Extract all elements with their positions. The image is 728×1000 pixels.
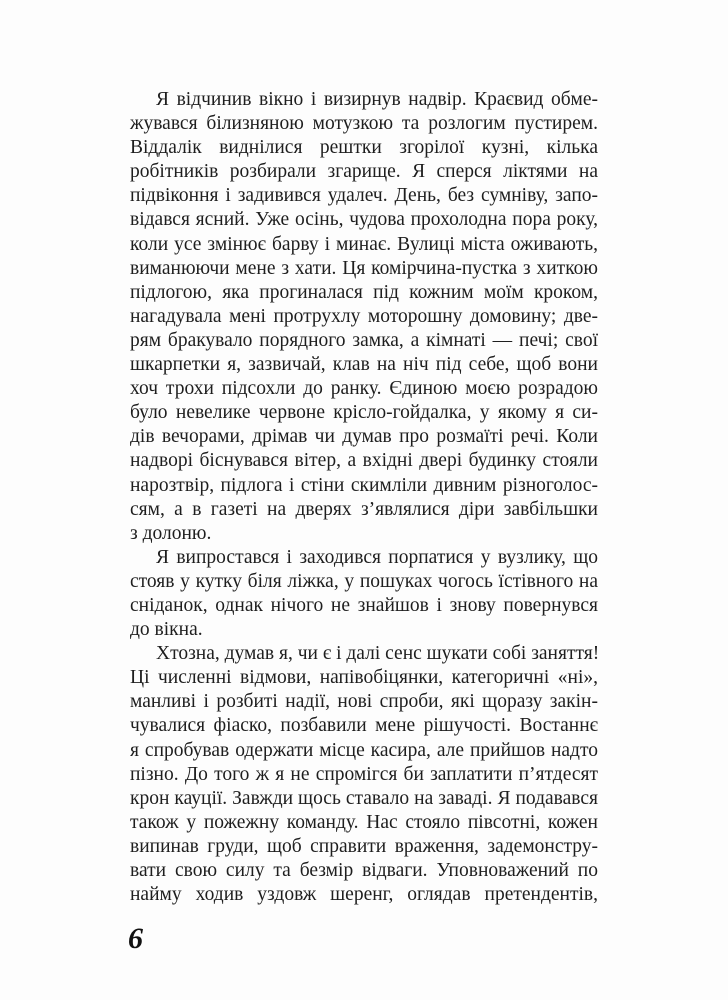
text-line: я спробував одержати місце касира, але прийшов надто [130, 739, 598, 761]
text-line: також у пожежну команду. Нас стояло півсотні, кожен [130, 811, 598, 833]
page-body-text [130, 88, 598, 907]
text-line: випинав груди, щоб справити враження, задемонстру- [130, 835, 598, 857]
text-line: рям бракувало порядного замка, а кімнаті — печі; свої [130, 329, 598, 351]
text-line: хоч трохи підсохли до ранку. Єдиною моєю розрадою [130, 378, 598, 400]
text-line: підвіконня і задивився удалеч. День, без сумніву, запо- [130, 185, 598, 207]
text-line: нагадувала мені протрухлу моторошну домовину; две- [130, 305, 598, 327]
text-line: дів вечорами, дрімав чи думав про розмаїті речі. Коли [130, 426, 598, 448]
text-line: відався ясний. Уже осінь, чудова прохолодна пора року, [130, 209, 598, 231]
text-line: сям, а в газеті на дверях з’являлися діри завбільшки [130, 498, 598, 520]
text-line: до вікна. [130, 619, 203, 641]
text-line: шкарпетки я, зазвичай, клав на ніч під себе, щоб вони [130, 354, 598, 376]
paragraph [130, 546, 598, 642]
text-line: сніданок, однак нічого не знайшов і знову повернувся [130, 594, 598, 616]
text-line: коли усе змінює барву і минає. Вулиці міста оживають, [130, 233, 598, 255]
text-line: вати свою силу та безмір відваги. Уповноважений по [130, 860, 598, 881]
text-line: було невелике червоне крісло-гойдалка, у якому я си- [130, 402, 598, 424]
text-line: найму ходив уздовж шеренг, оглядав претендентів, [130, 884, 598, 906]
text-line: виманюючи мене з хати. Ця комірчина-пустка з хиткою [130, 257, 598, 279]
text-line: підлогою, яка прогиналася під кожним моїм кроком, [130, 281, 598, 303]
text-line: надворі біснувався вітер, а вхідні двері будинку стояли [130, 450, 598, 472]
text-line: робітників розбирали згарище. Я сперся ліктями на [130, 161, 598, 183]
text-line: нарозтвір, підлога і стіни скимліли дивним різноголос- [130, 474, 598, 496]
page-number: 6 [128, 922, 143, 955]
text-line: Віддалік виднілися рештки згорілої кузні, кілька [130, 137, 598, 159]
text-line: жувався білизняною мотузкою та розлогим пустирем. [130, 113, 598, 135]
text-line: Я випростався і заходився порпатися у вузлику, що [156, 546, 598, 568]
text-line: Ці численні відмови, напівобіцянки, категоричні «ні», [130, 667, 598, 689]
text-line: крон кауції. Завжди щось ставало на заваді. Я подавався [130, 787, 598, 809]
paragraph [130, 88, 598, 546]
text-line: Хтозна, думав я, чи є і далі сенс шукати собі заняття! [156, 643, 600, 665]
paragraph [130, 642, 598, 907]
text-line: чувалися фіаско, позбавили мене рішучості. Востаннє [130, 715, 598, 737]
text-line: пізно. До того ж я не спромігся би заплатити п’ятдесят [130, 763, 598, 785]
text-line: манливі і розбиті надії, нові спроби, які щоразу закін- [130, 691, 598, 713]
text-line: з долоню. [130, 522, 212, 544]
text-line: Я відчинив вікно і визирнув надвір. Краєвид обме- [156, 89, 598, 110]
text-line: стояв у кутку біля ліжка, у пошуках чогось їстівного на [130, 570, 598, 592]
